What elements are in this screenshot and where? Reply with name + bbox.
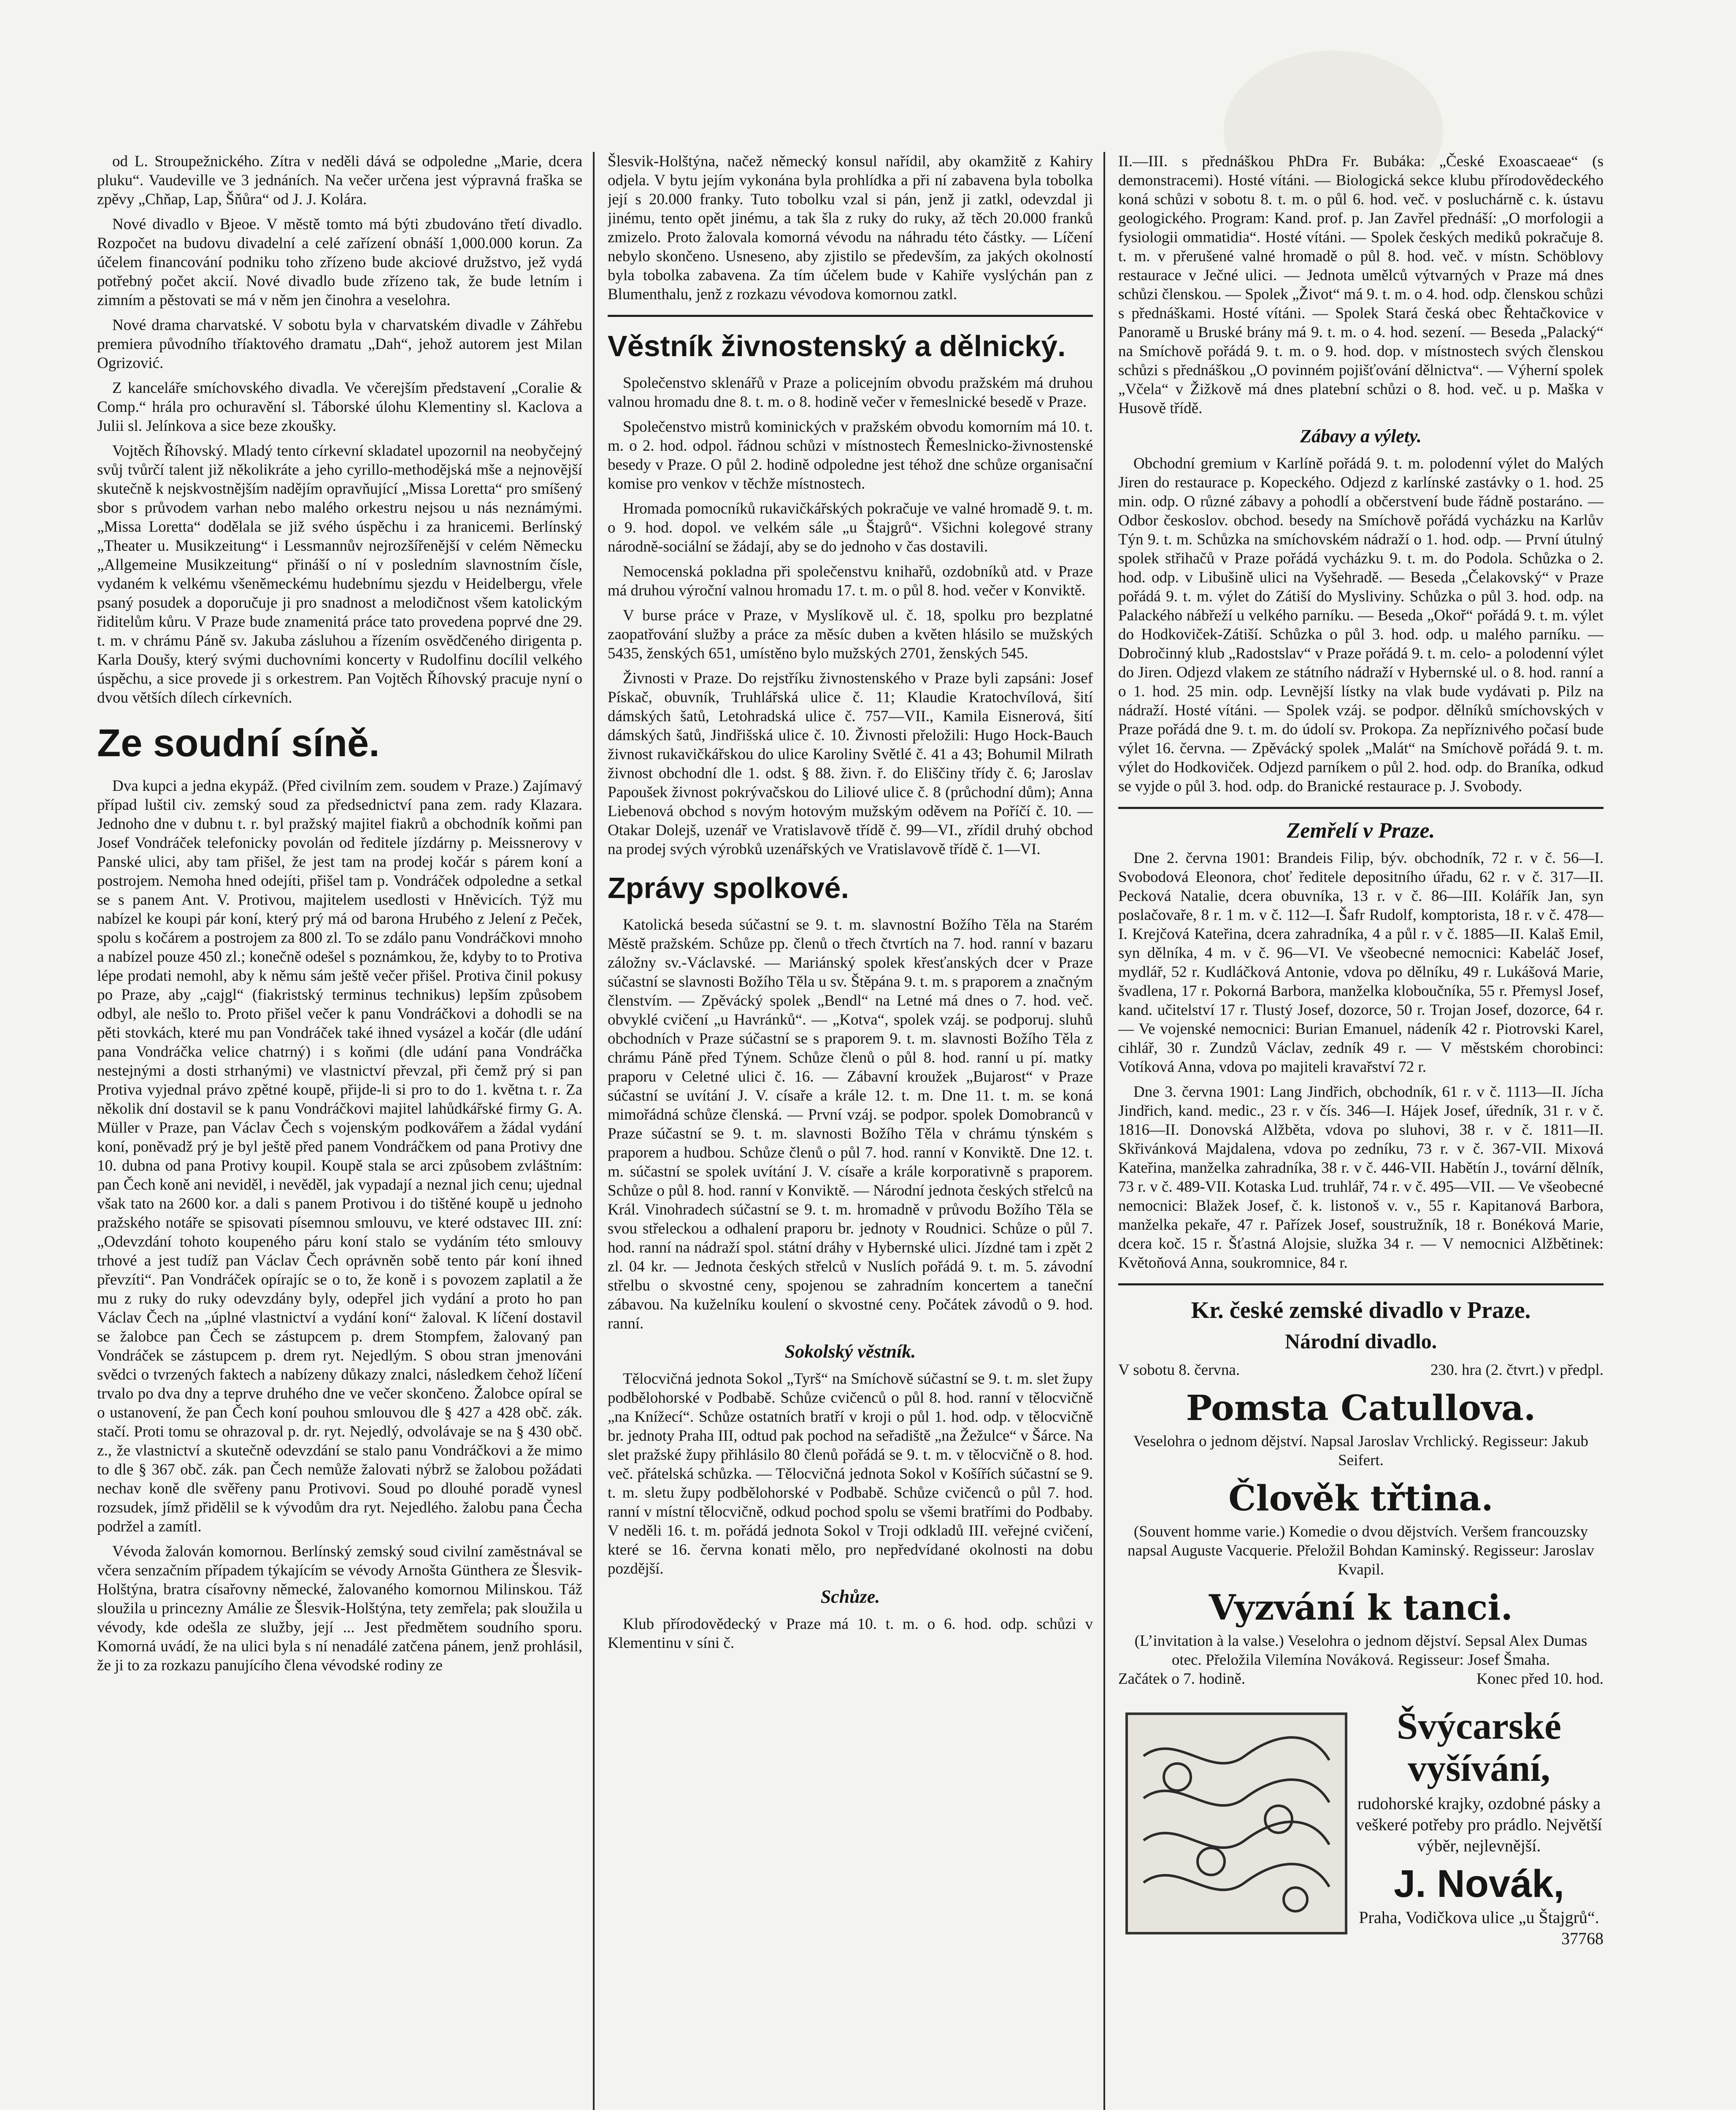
article-paragraph: Vojtěch Říhovský. Mladý tento církevní skladatel upozornil na neobyčejný svůj tvůrčí talent již několikráte a jeho cyrillo-methodějská mše a nejnovější skutečně k nejskvostnějším nadějím opravňující „Missa Loretta“ pro smíšený sbor s průvodem varhan nebo malého orkestru nejsou u nás neznámými. „Missa Loretta“ dodělala se již svého úspěchu i za hranicemi. Berlínský „Theater u. Musikzeitung“ i Lessmannův nejrozšířenější v celém Německu „Allgemeine Musikzeitung“ přináší o ní v posledním slavnostním čísle, vydaném k velkému všeněmeckému hudebnímu sjezdu v Heidelbergu, vřele psaný posudek a doporučuje ji pro snadnost a melodičnost všem katolickým řiditelům kůru. V Praze bude znamenitá práce tato provedena poprvé dne 29. t. m. v chrámu Páně sv. Jakuba zásluhou a řízením osvědčeného dirigenta p. Karla Doušy, který svými duchovními koncerty v Rudolfinu docílil velkého úspěchu, a sice provede ji s orkestrem. Pan Vojtěch Říhovský pracuje nyní o dvou větších dílech církevních.	[97, 442, 582, 706]
ad-number: 37768	[1561, 1929, 1604, 1948]
theatre-subtitle: Národní divadlo.	[1284, 1329, 1437, 1353]
article-paragraph: Společenstvo sklenářů v Praze a policejním obvodu pražském má druhou valnou hromadu dne 8. t. m. o 8. hodině večer v řemeslnické besedě v Praze.	[608, 374, 1093, 411]
theatre-performance-number: 230. hra (2. čtvrt.) v předpl.	[1430, 1361, 1604, 1379]
column-right	[1118, 152, 1604, 2110]
column-rule	[593, 152, 595, 2110]
section-heading-court: Ze soudní síně.	[97, 722, 380, 765]
play-credits: (Souvent homme varie.) Komedie o dvou dějstvích. Veršem francouzsky napsal Auguste Vacquerie. Přeložil Bohdan Kaminský. Regisseur: Jaroslav Kvapil.	[1127, 1523, 1595, 1578]
ad-address: Praha, Vodičkova ulice „u Štajgrů“.	[1359, 1908, 1599, 1927]
article-paragraph: od L. Stroupežnického. Zítra v neděli dává se odpoledne „Marie, dcera pluku“. Vaudeville ve 3 jednáních. Na večer určena jest výpravná fraška se zpěvy „Chňap, Lap, Šňůra“ od J. J. Kolára.	[97, 153, 582, 208]
section-subheading-trips: Zábavy a výlety.	[1300, 426, 1422, 446]
article-paragraph: Vévoda žalován komornou. Berlínský zemský soud civilní zaměstnával se včera senzačním případem týkajícím se vévody Arnošta Günthera ze Šlesvik-Holštýna, bratra císařovny německé, žalovaného komornou Milinskou. Táž sloužila u princezny Amálie ze Šlesvik-Holštýna, tety zemřela; pak sloužila u vévody, kde odešla ze služby, její ... Jest předmětem soudního sporu. Komorná uvádí, že na ulici byla s ní nenadálé zatčena pánem, jenž prohlásil, že ji to za rozkazu panujícího člena vévodské rodiny ze	[97, 1543, 582, 1674]
article-paragraph: Dne 3. června 1901: Lang Jindřich, obchodník, 61 r. v č. 1113—II. Jícha Jindřich, kand. medic., 23 r. v čís. 346—I. Hájek Josef, úředník, 31 r. v č. 1816—II. Donovská Alžběta, vdova po sluhovi, 38 r. v č. 1811—II. Skřivánková Majdalena, vdova po zedníku, 73 r. v č. 367-VII. Mixová Kateřina, manželka zahradníka, 38 r. v č. 446-VII. Habětín J., tovární dělník, 73 r. v č. 489-VII. Kotaska Lud. truhlář, 74 r. v č. 495—VII. — Ve všeobecné nemocnici: Blažek Josef, č. k. listonoš v. v., 55 r. Kapitanová Barbora, manželka pekaře, 47 r. Pařízek Josef, soustružník, 18 r. Bonéková Marie, dcera koč. 15 r. Šťastná Alojsie, služka 34 r. — V nemocnici Alžbětinek: Květoňová Anna, soukromnice, 84 r.	[1118, 1083, 1604, 1271]
divider	[608, 315, 1093, 317]
theatre-date-row	[1118, 1361, 1604, 1380]
section-subheading-sokol: Sokolský věstník.	[784, 1341, 916, 1362]
play-credits: (L’invitation à la valse.) Veselohra o jednom dějství. Sepsal Alex Dumas otec. Přeložila Vilemína Nováková. Regisseur: Josef Šmaha.	[1134, 1632, 1587, 1669]
theatre-listing	[1118, 1296, 1604, 1688]
article-paragraph: Klub přírodovědecký v Praze má 10. t. m. o 6. hod. odp. schůzi v Klementinu v síni č.	[608, 1615, 1093, 1652]
article-paragraph: Dne 2. června 1901: Brandeis Filip, býv. obchodník, 72 r. v č. 56—I. Svobodová Eleonora, choť ředitele depositního úřadu, 62 r. v č. 317—II. Pecková Natalie, dcera obuvníka, 13 r. v č. 86—III. Kolářík Jan, syn poslačovaře, 8 r. 1 m. v č. 112—I. Šafr Rudolf, komptorista, 18 r. v č. 478—I. Krejčová Kateřina, dcera zahradníka, 4 a půl r. v č. 1885—II. Kalaš Emil, syn dělníka, 4 m. v č. 96—VI. Ve všeobecné nemocnici: Kabeláč Josef, mydlář, 52 r. Kudláčková Antonie, vdova po dělníku, 49 r. Lukášová Marie, švadlena, 17 r. Pokorná Barbora, manželka kloboučníka, 55 r. Přemysl Josef, kand. učitelství 17 r. Tlustý Josef, dozorce, 50 r. Trojan Josef, dozorce, 64 r. — Ve vojenské nemocnici: Burian Emanuel, nádeník 42 r. Piotrovski Karel, cihlář, 30 r. Zundzů Václav, zedník 49 r. — V městském chorobinci: Votíková Anna, vdova po majiteli kravařství 72 r.	[1118, 849, 1604, 1076]
article-paragraph: Nemocenská pokladna při společenstvu knihařů, ozdobníků atd. v Praze má druhou výroční valnou hromadu 17. t. m. o půl 8. hod. večer v Konviktě.	[608, 563, 1093, 599]
ad-merchant-name: J. Novák,	[1394, 1862, 1564, 1905]
article-paragraph: Živnosti v Praze. Do rejstříku živnostenského v Praze byli zapsáni: Josef Pískač, obuvník, Truhlářská ulice č. 11; Klaudie Kratochvílová, šití dámských šatů, Letohradská ulice č. 757—VII., Kamila Eisnerová, šití dámských šatů, Jindřišská ulice č. 10. Živnosti přeložili: Hugo Hock-Bauch živnost rukavičkářskou do ulice Karoliny Světlé č. 41 a 43; Bohumil Milrath živnost obchodní dle 1. odst. § 88. živn. ř. do Eliščiny třídy č. 6; Jaroslav Papoušek živnost pokrývačskou do Liliové ulice č. 8 (průchodní dům); Anna Liebenová obchod s novým hotovým mužským oděvem na Poříčí č. 10. — Otakar Dolejš, uzenář ve Vratislavově třídě č. 99—VI., zřídil druhý obchod na prodej svých výrobků uzenářských ve Vratislavově třídě č. 1—VI.	[608, 670, 1093, 858]
article-paragraph: Obchodní gremium v Karlíně pořádá 9. t. m. polodenní výlet do Malých Jiren do restaurace p. Kopeckého. Odjezd z karlínské zastávky o 1. hod. 25 min. odp. O různé zábavy a pohodlí a občerstvení bude řádně postaráno. — Odbor českoslov. obchod. besedy na Smíchově pořádá vycházku na Karlův Týn 9. t. m. Schůzka na smíchovském nádraží o 1. hod. odp. — První útulný spolek střihačů v Praze pořádá vycházku 9. t. m. do Podola. Schůzka o 2. hod. odp. v Libušině ulici na Vyšehradě. — Beseda „Čelakovský“ v Praze pořádá 9. t. m. výlet do Zátiší do Mysliviny. Schůzka o půl 3. hod. odp. na Palackého nábřeží u velkého parníku. — Beseda „Okoř“ pořádá 9. t. m. výlet do Hodkoviček-Zátiší. Schůzka o půl 3. hod. odp. u malého parníku. — Dobročinný klub „Radostslav“ v Praze pořádá 9. t. m. celo- a polodenní výlet do Jiren. Odjezd vlakem ze státního nádraží v Hybernské ul. o 8. hod. ranní a o 1. hod. 25 min. odp. Levnější lístky na vlak bude vydávati p. Pilz na nádraží. Hosté vítáni. — Spolek vzáj. se podpor. dělníků smíchovských v Praze pořádá dne 9. t. m. do údolí sv. Prokopa. Za nepříznivého počasí bude výlet 16. června. — Zpěvácký spolek „Malát“ na Smíchově pořádá 9. t. m. výlet do Hodkoviček. Odjezd parníkem o půl 2. hod. odp. do Braníka, odkud se vyjde o půl 3. hod. odp. do Branické restaurace p. J. Svobody.	[1118, 455, 1604, 795]
article-paragraph: Tělocvičná jednota Sokol „Tyrš“ na Smíchově súčastní se 9. t. m. slet župy podbělohorské v Podbabě. Schůze cvičenců o půl 8. hod. ranní v tělocvičně „na Knížecí“. Schůze ostatních bratří v kroji o půl 1. hod. odp. v tělocvičně br. jednoty Praha III, odtud pak pochod na seřadiště „na Žežulce“ v Šárce. Na slet pražské župy přihlásilo 80 členů pořádá se 9. t. m. v tělocvičně o 8. hod. več. přátelská schůzka. — Tělocvičná jednota Sokol v Košířích súčastní se 9. t. m. sletu župy podbělohorské v Podbabě. Schůze cvičenců o půl 7. hod. ranní v místní tělocvičně, odkud pochod spolu se všemi bratřími do Podbaby. V neděli 16. t. m. pořádá jednota Sokol v Troji odkladů III. veřejné cvičení, které se 16. června konati mělo, pro nepředvídané okolnosti na dobu pozdější.	[608, 1370, 1093, 1577]
article-paragraph: Dva kupci a jedna ekypáž. (Před civilním zem. soudem v Praze.) Zajímavý případ luštil civ. zemský soud za předsednictví pana zem. rady Klazara. Jednoho dne v dubnu t. r. byl pražský majitel fiakrů a obchodník koňmi pan Josef Vondráček telefonicky povolán od ředitele jízdárny p. Meissnerovy v Panské ulici, aby tam přišel, že jest tam na prodej kočár s párem koní a postrojem. Nemoha hned odejíti, přišel tam p. Vondráček odpoledne a setkal se s panem Ant. V. Protivou, majitelem usedlosti v Hněvicích. Týž mu nabízel ke koupi pár koní, který prý má od barona Hrubého z Jelení z Peček, spolu s kočárem a postrojem za 800 zl. To se zdálo panu Vondráčkovi mnoho a nabízel pouze 450 zl.; konečně odešel s poznámkou, že, kdyby to to Protiva lépe prodati nemohl, aby k němu sám ještě večer přišel. Protiva činil pokusy po Praze, aby „cajgl“ (fiakristský terminus technikus) lepším způsobem odbyl, ale nešlo to. Proto přišel večer k panu Vondráčkovi a dohodli se na pěti stovkách, které mu pan Vondráček také ihned vysázel a kočár (dle udání pana Vondráčka velice chatrný) i s koňmi (dle udání pana Vondráčka nestejnými a dosti strhanými) ve vlastnictví převzal, při čemž prý si pan Protiva vyjednal právo zpětné koupě, přijde-li si pro to do 1. května t. r. Za několik dní dostavil se k panu Vondráčkovi majitel lahůdkářské firmy G. A. Müller v Praze, pan Václav Čech s vojenským podkovářem a žádal vydání koní, poněvadž prý je byl ještě před panem Vondráčkem od pana Protivy dne 10. dubna od pana Protivy koupil. Koupě stala se arci způsobem zvláštním: pan Čech koně ani neviděl, i nevěděl, jak vypadají a neznal jich cenu; ujednal však tato na 2600 kor. a dali s panem Protivou i do tištěné koupě u jednoho pražského notáře se spisovati písemnou smlouvu, ve které odstavec III. zní: „Odevzdání tohoto koupeného páru koní stalo se vydáním této smlouvy trhové a jest tudíž pan Václav Čech oprávněn sobě tento pár koní ihned převzíti“. Pan Vondráček opírajíc se o to, že koně i s povozem zaplatil a že mu z ruky do ruky odevzdány byly, odepřel jich vydání a proto ho pan Václav Čech na „úplné vlastnictví a vydání koní“ žaloval. K líčení dostavil se žalobce pan Čech se zástupcem p. drem Stompfem, žalovaný pan Vondráček se zástupcem p. drem ryt. Nejedlým. S obou stran jmenováni svědci o tvrzených faktech a nabízeny důkazy znalci, následkem čehož líčení trvalo po dva dny a teprve druhého dne ve večer skončeno. Žalobce opíral se o ustanovení, že pan Čech koní pouhou smlouvou dle § 427 a 428 obč. zák. stačí. Proti tomu se ohrazoval p. dr. ryt. Nejedlý, odvolávaje se na § 430 obč. z., že vlastnictví a skutečně odevzdání se stalo panu Vondráčkovi a že mimo to dle § 367 obč. zák. pan Čech nemůže žalovati nýbrž se žalobou požádati nechav koně dle svěřeny panu Protivovi. Soud po dlouhé poradě vynesl rozsudek, jímž přidělil se k vývodům dra ryt. Nejedlého. žalobu pana Čecha podržel a zamítl.	[97, 777, 582, 1535]
column-left	[97, 152, 582, 2110]
theatre-times	[1118, 1669, 1604, 1688]
article-paragraph: Šlesvik-Holštýna, načež německý konsul nařídil, aby okamžitě z Kahiry odjela. V bytu jejím vykonána byla prohlídka a při ní zabavena byla tobolka její s 20.000 franky. Tuto tobolku vzal si pán, jenž ji zatkl, odevzdal ji jinému, tento opět jinému, a tak šla z ruky do ruky, až těch 20.000 franků zmizelo. Proto žalovala komorná vévodu na náhradu této částky. — Líčení nebylo skončeno. Usneseno, aby zjistilo se především, za jakých okolností byla tobolka zabavena. Za tím účelem bude v Kahiře vyslýchán pan z Blumenthalu, jenž z rozkazu vévodova komornou zatkl.	[608, 153, 1093, 303]
column-rule	[1103, 152, 1105, 2110]
play-title: Vyzvání k tanci.	[1209, 1588, 1513, 1628]
section-heading-trade: Věstník živnostenský a dělnický.	[608, 330, 1066, 362]
article-paragraph: II.—III. s přednáškou PhDra Fr. Bubáka: „České Exoascaeae“ (s demonstracemi). Hosté vítáni. — Biologická sekce klubu přírodovědeckého koná schůzi v sobotu 8. t. m. o půl 6. hod. več. v posluchárně c. k. ústavu geologického. Program: Kand. prof. p. Jan Zavřel přednáší: „O morfologii a fysiologii ommatidia“. Hosté vítáni. — Spolek českých mediků pokračuje 8. t. m. v přerušené valné hromadě o půl 8. hod. več. v místn. Schöblovy restaurace v Ječné ulici. — Jednota umělců výtvarných v Praze má dnes schůzi členskou. — Spolek „Život“ má 9. t. m. o 4. hod. odp. členskou schůzi s přednáškami. Hosté vítáni. — Spolek Stará česká obec Řehtačkovice v Panoramě u Bruské brány má 9. t. m. o 4. hod. sezení. — Beseda „Palacký“ na Smíchově pořádá 9. t. m. o 9. hod. dop. v místnostech svých členskou schůzi s přednáškou „O povinném pojišťování dělnictva“. — Výherní spolek „Včela“ v Žižkově má dnes platební schůzi o 8. hod. več. u p. Maška v Husově třídě.	[1118, 153, 1604, 417]
ad-title: Švýcarské	[1397, 1705, 1561, 1747]
ad-title: vyšívání,	[1408, 1748, 1550, 1789]
section-subheading-deaths: Zemřelí v Praze.	[1287, 819, 1435, 843]
theatre-start: Začátek o 7. hodině.	[1118, 1670, 1246, 1688]
play-title: Pomsta Catullova.	[1186, 1388, 1536, 1428]
lace-illustration	[1118, 1705, 1355, 1942]
section-subheading-meetings: Schůze.	[820, 1586, 880, 1607]
theatre-end: Konec před 10. hod.	[1476, 1670, 1604, 1688]
ad-text-block	[1355, 1705, 1604, 1949]
article-paragraph: Nové divadlo v Bjeoe. V městě tomto má býti zbudováno třetí divadlo. Rozpočet na budovu divadelní a celé zařízení obnáší 1,000.000 korun. Za účelem financování podniku toho zřízeno bude akciové družstvo, jež vydá potřebný počet akcií. Nové divadlo bude zřízeno tak, že bude letním i zimním a pěstovati se má v něm jen činohra a veselohra.	[97, 216, 582, 309]
article-paragraph: Společenstvo mistrů kominických v pražském obvodu komorním má 10. t. m. o 2. hod. odpol. řádnou schůzi v místnostech Řemeslnicko-živnostenské besedy v Praze. O půl 2. hodině odpoledne jest téhož dne schůze organisační komise pro venkov v těchže místnostech.	[608, 418, 1093, 492]
article-paragraph: Z kanceláře smíchovského divadla. Ve včerejším představení „Coralie & Comp.“ hrála pro ochuravění sl. Táborské úlohu Klementiny sl. Kaclova a Julii sl. Jelínkova a sice beze zkoušky.	[97, 379, 582, 435]
article-paragraph: Hromada pomocníků rukavičkářských pokračuje ve valné hromadě 9. t. m. o 9. hod. dopol. ve velkém sále „u Štajgrů“. Všichni kolegové strany národně-sociální se žádají, aby se do jednoho v čas dostavili.	[608, 500, 1093, 555]
divider	[1118, 807, 1604, 809]
embroidery-advertisement	[1118, 1705, 1604, 2034]
theatre-date: V sobotu 8. června.	[1118, 1361, 1240, 1379]
divider	[1118, 1283, 1604, 1285]
article-paragraph: Nové drama charvatské. V sobotu byla v charvatském divadle v Záhřebu premiera původního tříaktového dramatu „Dah“, jehož autorem jest Milan Ogrizović.	[97, 316, 582, 372]
article-paragraph: Katolická beseda súčastní se 9. t. m. slavnostní Božího Těla na Starém Městě pražském. Schůze pp. členů o třech čtvrtích na 7. hod. ranní v bazaru záložny sv.-Václavské. — Mariánský spolek křesťanských dcer v Praze súčastní se slavnosti Božího Těla u sv. Štěpána 9. t. m. s praporem a značným členstvím. — Zpěvácký spolek „Bendl“ na Letné má dnes o 7. hod. več. obvyklé cvičení „u Havránků“. — „Kotva“, spolek vzáj. se podporuj. sluhů obchodních v Praze súčastní se s praporem 9. t. m. slavnosti Božího Těla z chrámu Páně před Týnem. Schůze členů o půl 8. hod. ranní u pí. matky praporu v Celetné ulici č. 16. — Zábavní kroužek „Bujarost“ v Praze súčastní se uvítání J. V. císaře a krále 12. t. m. Dne 11. t. m. se koná mimořádná schůze členská. — První vzáj. se podpor. spolek Domobranců v Praze súčastní se 9. t. m. slavnosti Božího Těla v chrámu týnském s praporem a hudbou. Schůze členů o půl 7. hod. ranní v Konviktě. Dne 12. t. m. súčastní se spolek uvítání J. V. císaře a krále korporativně s praporem. Schůze o půl 8. hod. ranní v Konviktě. — Národní jednota českých střelců na Král. Vinohradech súčastní se 9. t. m. hromadně v průvodu Božího Těla se svou střeleckou a odhalení praporu br. jednoty v Roudnici. Schůze o půl 7. hod. ranní na nádraží spol. státní dráhy v Hybernské ulici. Jízdné tam i zpět 2 zl. 04 kr. — Jednota českých střelců v Nuslích pořádá 9. t. m. 5. závodní střelbu o skvostné ceny, spojenou se zahradním koncertem a taneční zábavou. Na kuželníku koulení o skvostné ceny. Počátek závodů o 9. hod. ranní.	[608, 916, 1093, 1332]
play-title: Člověk třtina.	[1228, 1478, 1493, 1519]
section-heading-clubs: Zprávy spolkové.	[608, 871, 849, 904]
theatre-title: Kr. české zemské divadlo v Praze.	[1191, 1297, 1531, 1323]
column-middle	[608, 152, 1093, 2110]
article-paragraph: V burse práce v Praze, v Myslíkově ul. č. 18, spolku pro bezplatné zaopatřování služby a práce za měsíc duben a květen hlásilo se mužských 5435, ženských 651, umístěno bylo mužských 2701, ženských 545.	[608, 607, 1093, 662]
ad-body: rudohorské krajky, ozdobné pásky a veškeré potřeby pro prádlo. Největší výběr, nejlevnější.	[1356, 1794, 1602, 1855]
play-credits: Veselohra o jednom dějství. Napsal Jaroslav Vrchlický. Regisseur: Jakub Seifert.	[1133, 1433, 1589, 1469]
